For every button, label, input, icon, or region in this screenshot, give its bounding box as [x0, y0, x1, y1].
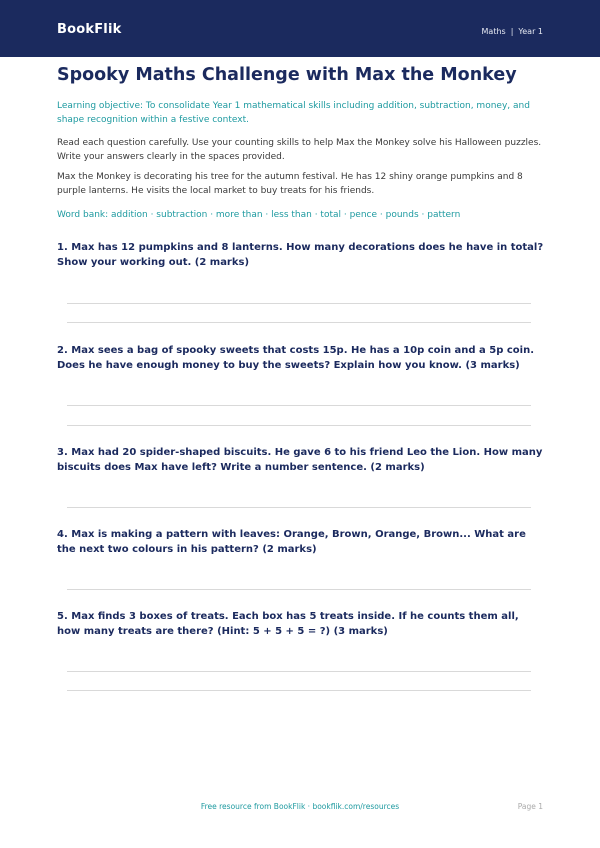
- question-3: 3. Max had 20 spider-shaped biscuits. He gave 6 to his friend Leo the Lion. How many biscuits does Max have left? Write a number sentence. (2 marks): [57, 447, 543, 473]
- answer-line[interactable]: [67, 405, 531, 406]
- answer-line[interactable]: [67, 690, 531, 691]
- subject-label: Maths: [481, 27, 506, 36]
- meta-separator: |: [510, 27, 514, 36]
- question-1: 1. Max has 12 pumpkins and 8 lanterns. How many decorations does he have in total? Show your working out. (2 marks): [57, 242, 544, 268]
- footer-text[interactable]: Free resource from BookFlik · bookflik.com/resources: [200, 802, 400, 811]
- page-title: Spooky Maths Challenge with Max the Monkey: [57, 65, 517, 85]
- answer-line[interactable]: [67, 322, 531, 323]
- question-2: 2. Max sees a bag of spooky sweets that costs 15p. He has a 10p coin and a 5p coin. Does he have enough money to buy the sweets? Explain how you know. (3 marks): [57, 345, 535, 371]
- answer-line[interactable]: [67, 507, 531, 508]
- question-4: 4. Max is making a pattern with leaves: Orange, Brown, Orange, Brown... What are the next two colours in his pattern? (2 marks): [57, 529, 526, 555]
- answer-line[interactable]: [67, 425, 531, 426]
- question-5: 5. Max finds 3 boxes of treats. Each box has 5 treats inside. If he counts them all, how many treats are there? (Hint: 5 + 5 + 5 = ?) (3 marks): [57, 611, 519, 637]
- instructions-text: Read each question carefully. Use your counting skills to help Max the Monkey solve his Halloween puzzles. Write your answers clearly in the spaces provided.: [57, 138, 542, 162]
- brand-logo[interactable]: BookFlik: [57, 22, 122, 37]
- story-text: Max the Monkey is decorating his tree for the autumn festival. He has 12 shiny orange pumpkins and 8 purple lanterns. He visits the local market to buy treats for his friends.: [57, 172, 523, 196]
- page-number: Page 1: [517, 802, 543, 811]
- header-bar: [0, 0, 600, 57]
- word-bank: Word bank: addition · subtraction · more than · less than · total · pence · pounds · pattern: [57, 210, 461, 220]
- answer-line[interactable]: [67, 671, 531, 672]
- answer-line[interactable]: [67, 589, 531, 590]
- year-label: Year 1: [518, 27, 543, 36]
- header-meta: [482, 27, 543, 36]
- answer-line[interactable]: [67, 303, 531, 304]
- learning-objective: Learning objective: To consolidate Year 1 mathematical skills including addition, subtraction, money, and shape recognition within a festive context.: [57, 101, 530, 125]
